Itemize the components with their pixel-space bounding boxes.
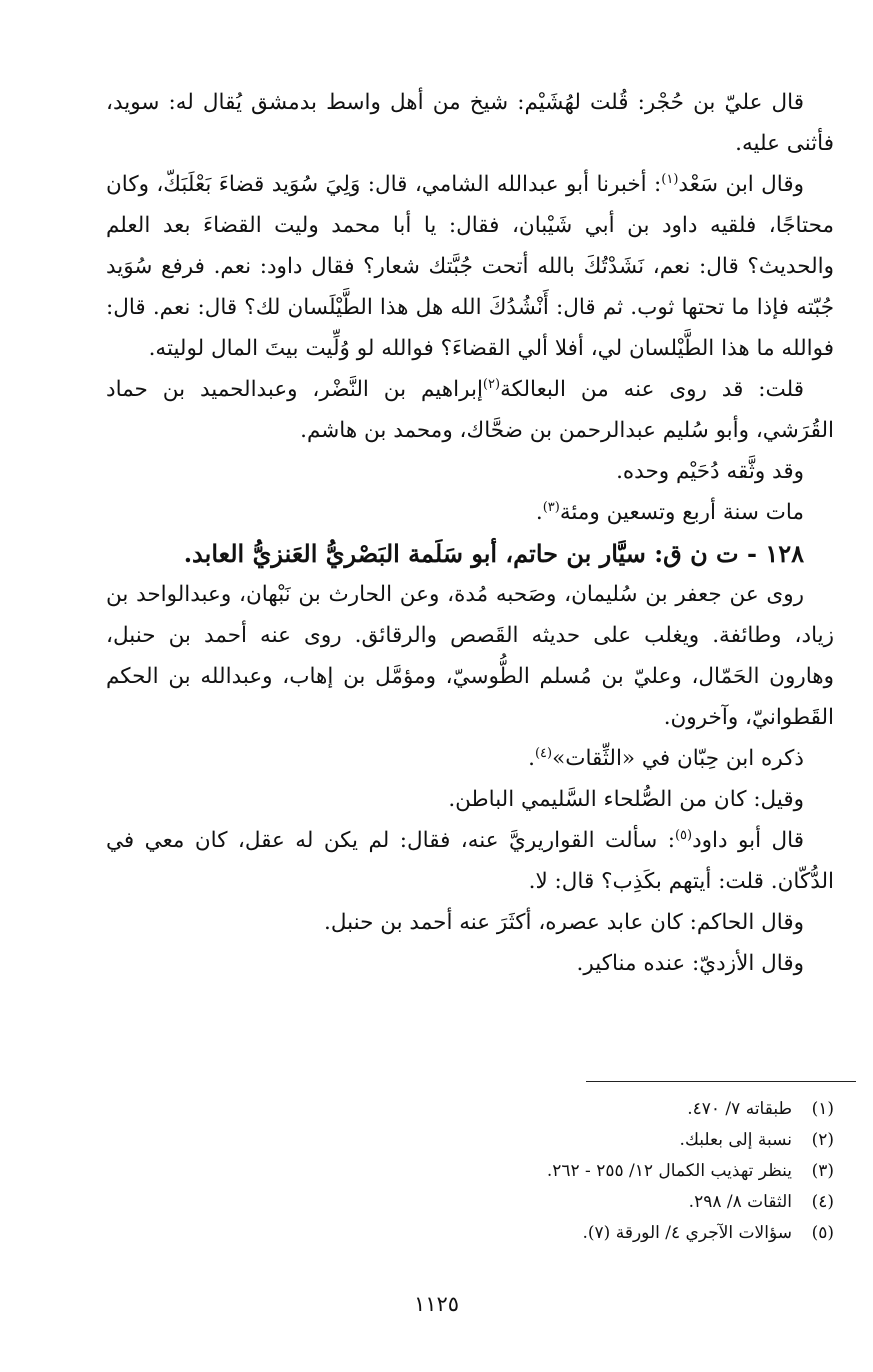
footnote-number: (٢) <box>811 1130 834 1150</box>
paragraph-salihun: وقيل: كان من الصُّلحاء السَّليمي الباطن. <box>448 787 804 812</box>
page-number: ١١٢٥ <box>413 1292 460 1316</box>
paragraph-hakim: وقال الحاكم: كان عابد عصره، أكثَرَ عنه أحمد بن حنبل. <box>324 910 804 935</box>
footnote-ref-1[interactable]: (١) <box>661 171 679 187</box>
footnote-1 <box>106 1094 834 1125</box>
footnote-number: (١) <box>811 1099 834 1119</box>
footnote-ref-3[interactable]: (٣) <box>542 499 560 515</box>
footnote-divider <box>586 1081 856 1082</box>
paragraph-duhaym: وقد وثَّقه دُحَيْم وحده. <box>616 459 804 484</box>
footnote-text: سؤالات الآجري ٤/ الورقة (٧). <box>582 1223 792 1243</box>
footnote-ref-4[interactable]: (٤) <box>534 745 553 761</box>
paragraph-ibn-saad: وقال ابن سَعْد$^{(١)}$: أخبرنا أبو عبدالله الشامي، قال: وَلِيَ سُوَيد قضاءَ بَعْلَبَكّ، وكان محتاجًا، فلقيه داود بن أبي شَيْبان، فقال: يا أبا محمد وليت القضاءَ بعد العلم والحديث؟ قال: نعم، نَشَدْتُكَ بالله أتحت جُبَّتك شعار؟ فقال داود: نعم. فرفع سُوَيد جُبّته فإذا ما تحتها ثوب. ثم قال: أَنْشُدُكَ الله هل هذا الطَّيْلَسان لك؟ قال: نعم. قال: فوالله ما هذا الطَّيْلسان لي، أفلا ألي القضاءَ؟ فوالله لو وُلِّيت بيتَ المال لوليته. <box>106 171 834 361</box>
footnote-number: (٤) <box>811 1192 834 1212</box>
paragraph-abu-dawud: قال أبو داود$^{(٥)}$: سألت القواريريَّ عنه، فقال: لم يكن له عقل، كان معي في الدُّكّان. قلت: أيتهم بكَذِب؟ قال: لا. <box>106 827 834 894</box>
footnote-4 <box>106 1187 834 1218</box>
footnote-3 <box>106 1156 834 1187</box>
paragraph-hushaym: قال عليّ بن حُجْر: قُلت لهُشَيْم: شيخ من أهل واسط بدمشق يُقال له: سويد، فأثنى عليه. <box>106 90 834 156</box>
footnote-text: نسبة إلى بعلبك. <box>679 1130 792 1150</box>
paragraph-transmission: روى عن جعفر بن سُليمان، وصَحبه مُدة، وعن الحارث بن نَبْهان، وعبدالواحد بن زياد، وطائفة. ويغلب على حديثه القَصص والرقائق. روى عنه أحمد بن حنبل، وهارون الحَمّال، وعليّ بن مُسلم الطُّوسيّ، ومؤمَّل بن إهاب، وعبدالله بن الحكم القَطوانيّ، وآخرون. <box>106 582 834 730</box>
paragraph-ibn-hibban: ذكره ابن حِبّان في «الثِّقات»$^{(٤)}$. <box>528 745 804 771</box>
footnote-text: الثقات ٨/ ٢٩٨. <box>688 1192 792 1212</box>
entry-heading-128: ١٢٨ - ت ن ق: سيَّار بن حاتم، أبو سَلَمة البَصْريُّ العَنزيُّ العابد. <box>183 539 804 568</box>
paragraph-narrators: قلت: قد روى عنه من البعالكة$^{(٢)}$إبراهيم بن النَّضْر، وعبدالحميد بن حماد القُرَشي، وأبو سُليم عبدالرحمن بن ضحَّاك، ومحمد بن هاشم. <box>106 376 834 443</box>
footnote-text: ينظر تهذيب الكمال ١٢/ ٢٥٥ - ٢٦٢. <box>546 1161 792 1181</box>
footnote-ref-2[interactable]: (٢) <box>482 376 501 392</box>
footnote-text: طبقاته ٧/ ٤٧٠. <box>687 1099 792 1119</box>
main-text <box>106 82 834 984</box>
footnote-5 <box>106 1218 834 1249</box>
footnote-2 <box>106 1125 834 1156</box>
footnote-number: (٥) <box>811 1223 834 1243</box>
footnotes-list <box>106 1094 834 1249</box>
paragraph-azdi: وقال الأزديّ: عنده مناكير. <box>576 951 804 976</box>
paragraph-death: مات سنة أربع وتسعين ومئة$^{(٣)}$. <box>535 499 804 525</box>
footnote-number: (٣) <box>811 1161 834 1181</box>
footnote-ref-5[interactable]: (٥) <box>674 827 693 843</box>
